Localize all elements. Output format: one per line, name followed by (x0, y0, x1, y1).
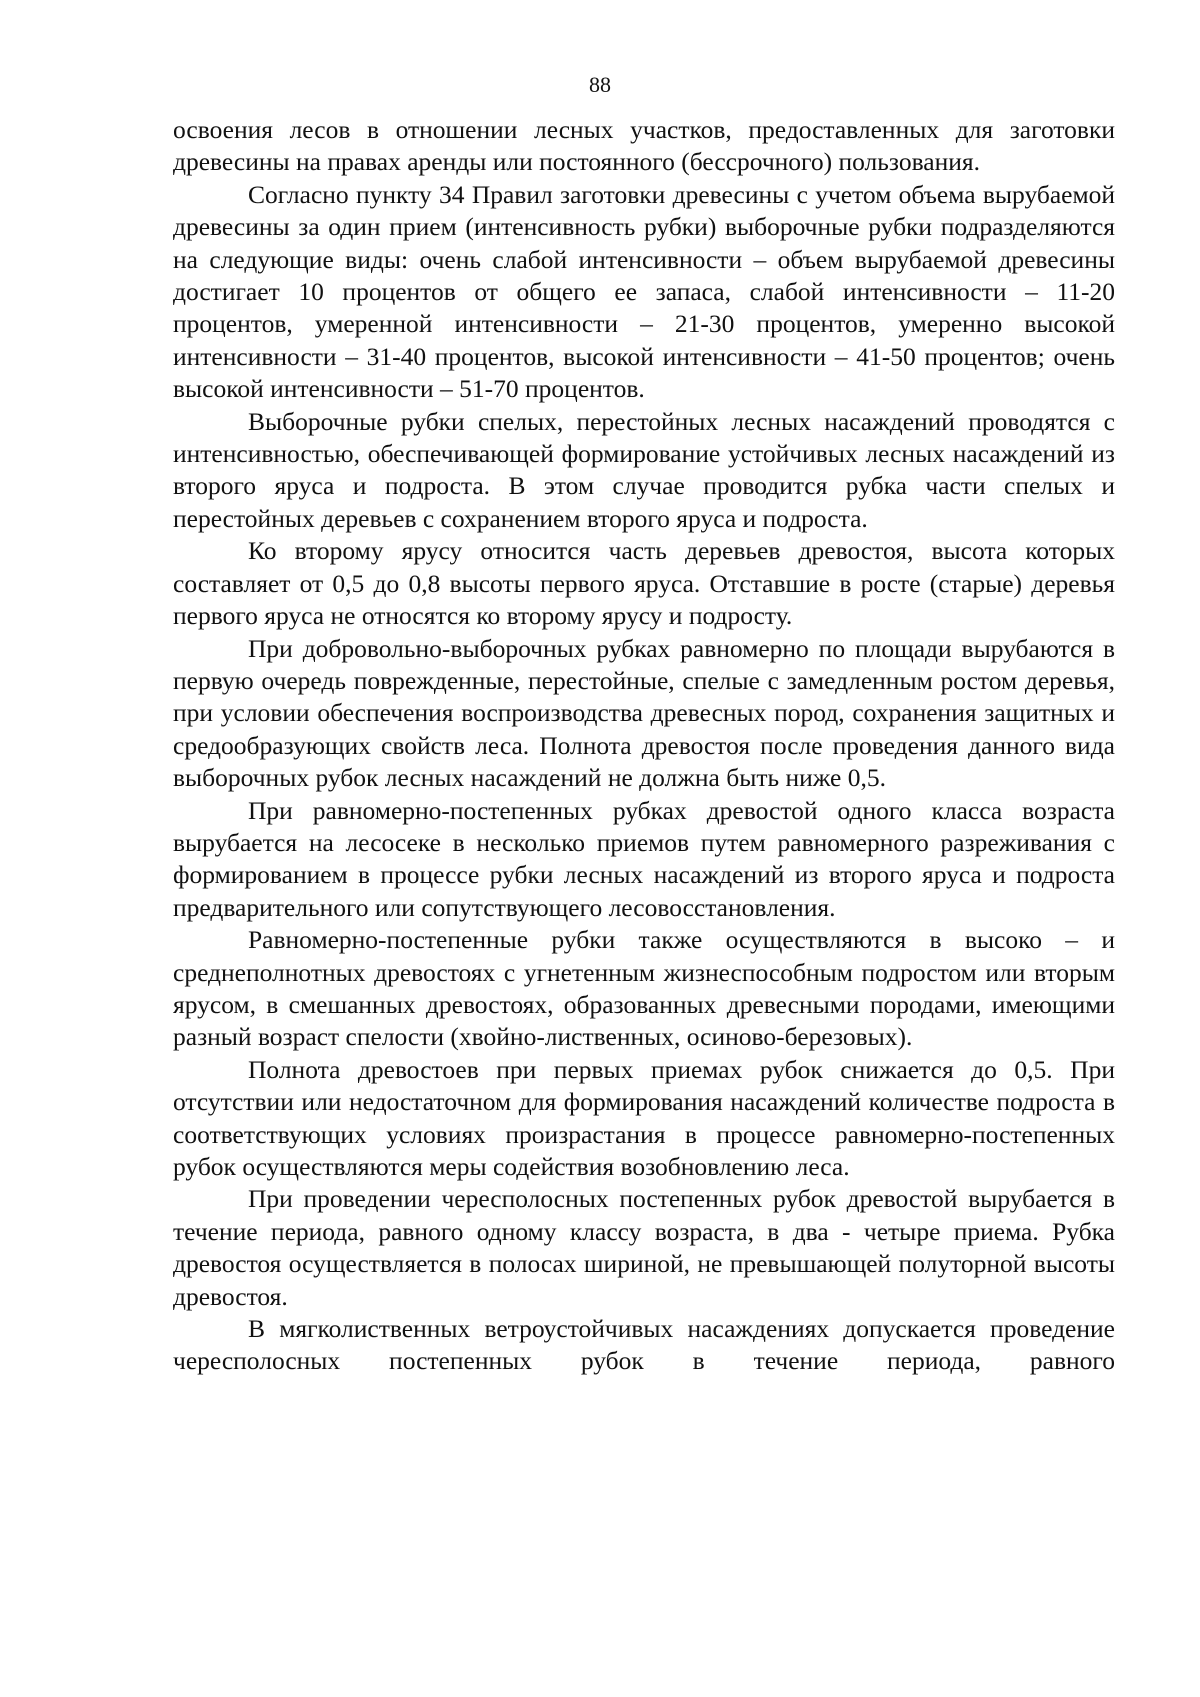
paragraph-stand-density: Полнота древостоев при первых приемах рубок снижается до 0,5. При отсутствии или недостаточном для формирования насаждений количестве подроста в соответствующих условиях произрастания в процессе равномерно-постепенных рубок осуществляются меры содействия возобновлению леса. (173, 1054, 1115, 1181)
paragraph-voluntary-selective: При добровольно-выборочных рубках равномерно по площади вырубаются в первую очередь поврежденные, перестойные, спелые с замедленным ростом деревья, при условии обеспечения воспроизводства древесных пород, сохранения защитных и средообразующих свойств леса. Полнота древостоя после проведения данного вида выборочных рубок лесных насаждений не должна быть ниже 0,5. (173, 633, 1115, 793)
paragraph-uniform-gradual-stands: Равномерно-постепенные рубки также осуществляются в высоко – и среднеполнотных древостоях с угнетенным жизнеспособным подростом или вторым ярусом, в смешанных древостоях, образованных древесными породами, имеющими разный возраст спелости (хвойно-лиственных, осиново-березовых). (173, 925, 1115, 1052)
paragraph-strip-felling: При проведении чересполосных постепенных рубок древостой вырубается в течение периода, равного одному классу возраста, в два - четыре приема. Рубка древостоя осуществляется в полосах шириной, не превышающей полуторной высоты древостоя. (173, 1184, 1115, 1311)
paragraph-continuation: освоения лесов в отношении лесных участков, предоставленных для заготовки древесины на правах аренды или постоянного (бессрочного) пользования. (173, 115, 1115, 177)
paragraph-selective-felling: Выборочные рубки спелых, перестойных лесных насаждений проводятся с интенсивностью, обеспечивающей формирование устойчивых лесных насаждений из второго яруса и подроста. В этом случае проводится рубка части спелых и перестойных деревьев с сохранением второго яруса и подроста. (173, 406, 1115, 533)
document-body (173, 114, 1115, 1378)
page-number: 88 (589, 72, 611, 97)
paragraph-uniform-gradual: При равномерно-постепенных рубках древостой одного класса возраста вырубается на лесосеке в несколько приемов путем равномерного разреживания с формированием в процессе рубки лесных насаждений из второго яруса и подроста предварительного или сопутствующего лесовосстановления. (173, 795, 1115, 922)
paragraph-second-tier: Ко второму ярусу относится часть деревьев древостоя, высота которых составляет от 0,5 до 0,8 высоты первого яруса. Отставшие в росте (старые) деревья первого яруса не относятся ко второму ярусу и подросту. (173, 536, 1115, 631)
paragraph-intensity-types: Согласно пункту 34 Правил заготовки древесины с учетом объема вырубаемой древесины за один прием (интенсивность рубки) выборочные рубки подразделяются на следующие виды: очень слабой интенсивности – объем вырубаемой древесины достигает 10 процентов от общего ее запаса, слабой интенсивности – 11-20 процентов, умеренной интенсивности – 21-30 процентов, умеренно высокой интенсивности – 31-40 процентов, высокой интенсивности – 41-50 процентов; очень высокой интенсивности – 51-70 процентов. (173, 179, 1115, 404)
paragraph-softwood-stands: В мягколиственных ветроустойчивых насаждениях допускается проведение чересполосных постепенных рубок в течение периода, равного (173, 1314, 1115, 1376)
